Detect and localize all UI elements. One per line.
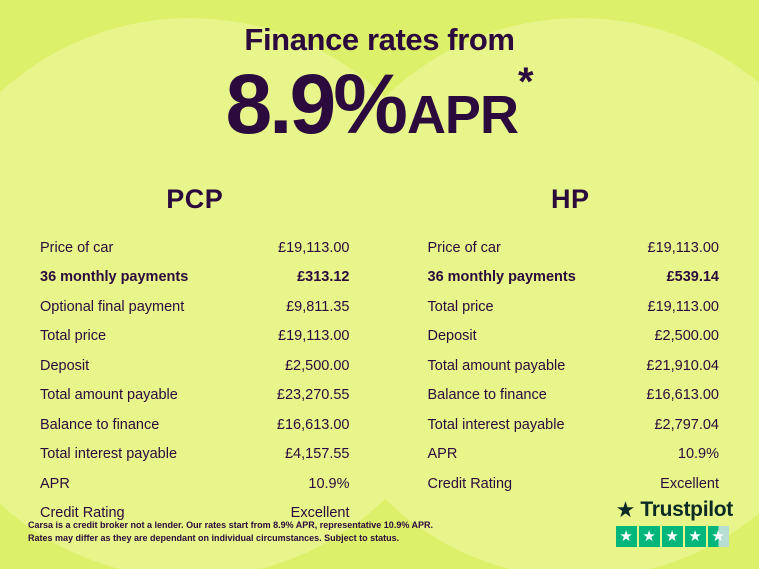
row-label: Optional final payment	[40, 298, 185, 315]
row-label: APR	[427, 446, 458, 462]
table-row	[40, 410, 350, 440]
finance-column-hp	[380, 184, 720, 528]
table-row	[428, 292, 720, 322]
table-row	[428, 233, 720, 263]
table-row	[40, 233, 350, 263]
table-row	[40, 351, 350, 381]
row-label: Balance to finance	[40, 416, 160, 433]
row-label: Credit Rating	[40, 505, 125, 521]
row-label: Price of car	[427, 239, 501, 256]
row-label: Deposit	[427, 328, 477, 344]
row-label: Total interest payable	[40, 446, 178, 462]
row-value: £19,113.00	[278, 239, 350, 256]
table-row	[40, 381, 350, 411]
row-value: £2,500.00	[284, 357, 350, 374]
row-value: Excellent	[290, 505, 350, 521]
page-title: Finance rates from	[244, 22, 515, 57]
star-icon: ★	[639, 526, 660, 547]
row-value: £2,797.04	[654, 416, 719, 433]
table-row	[40, 440, 350, 470]
row-value: £19,113.00	[647, 298, 719, 315]
row-label: Total amount payable	[40, 387, 178, 403]
table-row	[428, 263, 720, 293]
row-label: 36 monthly payments	[427, 269, 576, 285]
row-label: Total price	[40, 328, 107, 344]
table-row	[40, 322, 350, 352]
star-icon: ★	[685, 526, 706, 547]
row-value: £21,910.04	[646, 357, 719, 374]
trustpilot-wordmark: Trustpilot	[640, 498, 733, 521]
star-icon: ★	[616, 526, 637, 547]
row-value: £313.12	[297, 269, 350, 285]
rate-unit: APR	[406, 85, 518, 145]
row-value: Excellent	[660, 475, 719, 492]
rate-asterisk: *	[517, 60, 534, 104]
table-row	[40, 292, 350, 322]
row-value: £19,113.00	[278, 328, 350, 344]
legal-disclaimer: Carsa is a credit broker not a lender. Our rates start from 8.9% APR, representative 10.9% APR. Rates may differ as they are dependant on individual circumstances. Subject to status.	[28, 519, 433, 543]
row-value: £23,270.55	[276, 387, 350, 403]
trustpilot-star-row	[616, 526, 733, 547]
column-title-pcp: PCP	[166, 184, 224, 214]
rate-display	[0, 57, 759, 151]
table-row	[428, 469, 720, 499]
row-value: £16,613.00	[276, 416, 350, 433]
row-label: APR	[40, 475, 70, 492]
table-row	[428, 440, 720, 470]
row-value: £19,113.00	[647, 239, 719, 256]
row-value: 10.9%	[308, 475, 350, 492]
table-row	[428, 410, 720, 440]
rate-value: 8.9%	[225, 57, 405, 151]
row-value: £9,811.35	[286, 298, 350, 315]
row-label: Total amount payable	[427, 357, 566, 374]
table-row	[428, 351, 720, 381]
row-value: £2,500.00	[654, 328, 719, 344]
row-label: Credit Rating	[427, 475, 513, 492]
row-value: £16,613.00	[646, 387, 719, 403]
row-label: Total price	[427, 298, 494, 315]
row-value: £4,157.55	[284, 446, 350, 462]
table-row	[40, 263, 350, 293]
row-value: 10.9%	[677, 446, 719, 462]
finance-column-pcp	[40, 184, 380, 528]
row-label: Deposit	[40, 357, 90, 374]
trustpilot-star-icon: ★	[615, 497, 636, 522]
finance-comparison	[0, 184, 759, 528]
star-half-icon: ★	[708, 526, 729, 547]
column-title-hp: HP	[550, 184, 590, 214]
row-value: £539.14	[666, 269, 719, 285]
row-label: 36 monthly payments	[40, 269, 189, 285]
row-label: Total interest payable	[427, 416, 565, 433]
table-row	[40, 469, 350, 499]
row-label: Balance to finance	[427, 387, 547, 403]
table-row	[428, 322, 720, 352]
row-label: Price of car	[40, 239, 114, 256]
star-icon: ★	[662, 526, 683, 547]
trustpilot-rating	[616, 498, 733, 547]
trustpilot-logo	[616, 498, 733, 522]
table-row	[428, 381, 720, 411]
